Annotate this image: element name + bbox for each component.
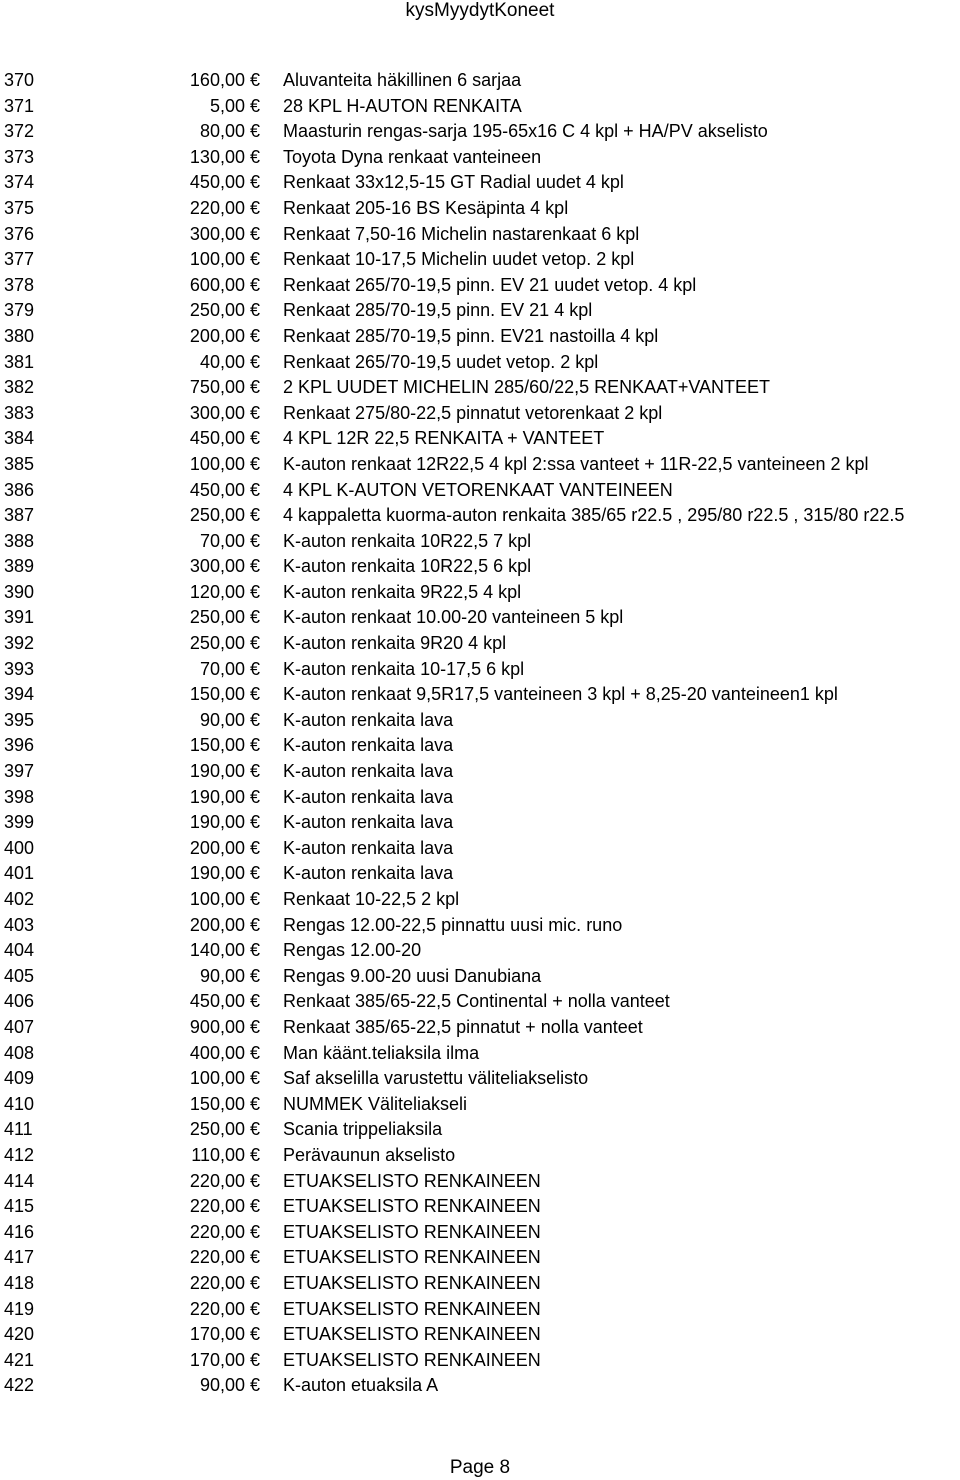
list-item bbox=[0, 94, 960, 120]
item-number: 395 bbox=[4, 709, 35, 730]
list-item bbox=[0, 1117, 960, 1143]
item-description: K-auton renkaita lava bbox=[283, 812, 454, 833]
list-item bbox=[0, 478, 960, 504]
item-price: 450,00 € bbox=[189, 991, 260, 1012]
list-item bbox=[0, 785, 960, 811]
item-number: 404 bbox=[4, 940, 35, 961]
list-item bbox=[0, 836, 960, 862]
item-description: Renkaat 385/65-22,5 Continental + nolla vanteet bbox=[283, 991, 670, 1012]
list-item bbox=[0, 1194, 960, 1220]
list-item bbox=[0, 1348, 960, 1374]
item-description: 28 KPL H-AUTON RENKAITA bbox=[283, 95, 522, 116]
list-item bbox=[0, 733, 960, 759]
list-item bbox=[0, 401, 960, 427]
item-number: 376 bbox=[4, 223, 35, 244]
item-number: 422 bbox=[4, 1375, 35, 1396]
item-price: 150,00 € bbox=[189, 1093, 260, 1114]
list-item bbox=[0, 529, 960, 555]
list-item bbox=[0, 989, 960, 1015]
item-price: 220,00 € bbox=[189, 1247, 260, 1268]
item-number: 409 bbox=[4, 1068, 35, 1089]
item-number: 399 bbox=[4, 812, 35, 833]
list-item bbox=[0, 273, 960, 299]
item-number: 390 bbox=[4, 581, 35, 602]
item-description: K-auton renkaita 9R20 4 kpl bbox=[283, 633, 507, 654]
item-number: 394 bbox=[4, 684, 35, 705]
item-price: 40,00 € bbox=[199, 351, 260, 372]
item-price: 190,00 € bbox=[189, 812, 260, 833]
item-number: 382 bbox=[4, 377, 35, 398]
item-price: 70,00 € bbox=[199, 658, 260, 679]
item-description: ETUAKSELISTO RENKAINEEN bbox=[283, 1196, 541, 1217]
item-price: 190,00 € bbox=[189, 863, 260, 884]
item-price: 450,00 € bbox=[189, 428, 260, 449]
list-item bbox=[0, 1373, 960, 1399]
item-price: 200,00 € bbox=[189, 914, 260, 935]
item-description: ETUAKSELISTO RENKAINEEN bbox=[283, 1272, 541, 1293]
list-item bbox=[0, 554, 960, 580]
page-footer bbox=[0, 1456, 960, 1480]
item-price: 80,00 € bbox=[199, 121, 260, 142]
item-number: 378 bbox=[4, 274, 35, 295]
item-description: ETUAKSELISTO RENKAINEEN bbox=[283, 1298, 541, 1319]
item-price: 5,00 € bbox=[209, 95, 260, 116]
item-number: 415 bbox=[4, 1196, 35, 1217]
item-description: Maasturin rengas-sarja 195-65x16 C 4 kpl + HA/PV akselisto bbox=[283, 121, 768, 142]
item-description: Renkaat 7,50-16 Michelin nastarenkaat 6 kpl bbox=[283, 223, 640, 244]
item-price: 300,00 € bbox=[189, 223, 260, 244]
item-number: 392 bbox=[4, 633, 35, 654]
item-price: 750,00 € bbox=[189, 377, 260, 398]
item-price: 100,00 € bbox=[189, 453, 260, 474]
item-description: K-auton renkaita 10-17,5 6 kpl bbox=[283, 658, 525, 679]
item-number: 421 bbox=[4, 1349, 35, 1370]
item-description: Saf akselilla varustettu väliteliakselisto bbox=[283, 1068, 589, 1089]
list-item bbox=[0, 708, 960, 734]
item-number: 417 bbox=[4, 1247, 35, 1268]
item-number: 414 bbox=[4, 1170, 35, 1191]
list-item bbox=[0, 1297, 960, 1323]
item-number: 370 bbox=[4, 70, 35, 90]
item-price: 600,00 € bbox=[189, 274, 260, 295]
item-price: 220,00 € bbox=[189, 1170, 260, 1191]
item-number: 416 bbox=[4, 1221, 35, 1242]
item-description: ETUAKSELISTO RENKAINEEN bbox=[283, 1349, 541, 1370]
item-description: K-auton renkaita lava bbox=[283, 786, 454, 807]
item-price: 90,00 € bbox=[199, 965, 260, 986]
list-item bbox=[0, 1271, 960, 1297]
item-number: 420 bbox=[4, 1324, 35, 1345]
page-header bbox=[0, 0, 960, 22]
item-description: Renkaat 265/70-19,5 pinn. EV 21 uudet vetop. 4 kpl bbox=[283, 274, 697, 295]
item-price: 300,00 € bbox=[189, 402, 260, 423]
list-item bbox=[0, 1245, 960, 1271]
item-description: K-auton renkaita lava bbox=[283, 761, 454, 782]
list-item bbox=[0, 1143, 960, 1169]
item-price: 130,00 € bbox=[189, 146, 260, 167]
list-item bbox=[0, 964, 960, 990]
item-number: 389 bbox=[4, 556, 35, 577]
list-item bbox=[0, 452, 960, 478]
item-price: 160,00 € bbox=[189, 70, 260, 90]
item-number: 405 bbox=[4, 965, 35, 986]
item-price: 90,00 € bbox=[199, 1375, 260, 1396]
item-description: K-auton renkaita 10R22,5 6 kpl bbox=[283, 556, 532, 577]
item-description: ETUAKSELISTO RENKAINEEN bbox=[283, 1324, 541, 1345]
item-description: K-auton renkaita lava bbox=[283, 863, 454, 884]
item-number: 402 bbox=[4, 889, 35, 909]
item-number: 411 bbox=[4, 1119, 33, 1140]
item-number: 398 bbox=[4, 786, 35, 807]
item-description: Rengas 12.00-22,5 pinnattu uusi mic. runo bbox=[283, 914, 623, 935]
list-item bbox=[0, 887, 960, 913]
item-description: K-auton renkaita lava bbox=[283, 837, 454, 858]
item-price: 900,00 € bbox=[189, 1016, 260, 1037]
list-item bbox=[0, 196, 960, 222]
item-number: 374 bbox=[4, 172, 35, 193]
item-description: K-auton renkaita lava bbox=[283, 735, 454, 756]
page-title: kysMyydytKoneet bbox=[405, 0, 555, 21]
item-description: Renkaat 275/80-22,5 pinnatut vetorenkaat 2 kpl bbox=[283, 402, 663, 423]
item-price: 170,00 € bbox=[189, 1349, 260, 1370]
item-price: 450,00 € bbox=[189, 172, 260, 193]
item-number: 372 bbox=[4, 121, 35, 142]
list-item bbox=[0, 1322, 960, 1348]
item-number: 388 bbox=[4, 530, 35, 551]
item-price: 100,00 € bbox=[189, 1068, 260, 1089]
item-number: 419 bbox=[4, 1298, 35, 1319]
item-description: K-auton renkaat 12R22,5 4 kpl 2:ssa vanteet + 11R-22,5 vanteineen 2 kpl bbox=[283, 453, 869, 474]
item-number: 410 bbox=[4, 1093, 35, 1114]
item-price: 190,00 € bbox=[189, 786, 260, 807]
list-item bbox=[0, 68, 960, 94]
page-number: Page 8 bbox=[449, 1457, 511, 1478]
item-number: 381 bbox=[4, 351, 35, 372]
item-price: 250,00 € bbox=[189, 300, 260, 321]
item-description: Renkaat 10-17,5 Michelin uudet vetop. 2 kpl bbox=[283, 249, 635, 270]
list-item bbox=[0, 375, 960, 401]
item-description: Renkaat 205-16 BS Kesäpinta 4 kpl bbox=[283, 197, 569, 218]
list-item bbox=[0, 1066, 960, 1092]
list-item bbox=[0, 682, 960, 708]
item-price: 250,00 € bbox=[189, 607, 260, 628]
item-price: 100,00 € bbox=[189, 249, 260, 270]
item-price: 220,00 € bbox=[189, 1196, 260, 1217]
list-item bbox=[0, 605, 960, 631]
list-item bbox=[0, 324, 960, 350]
item-description: 4 KPL K-AUTON VETORENKAAT VANTEINEEN bbox=[283, 479, 673, 500]
item-number: 401 bbox=[4, 863, 35, 884]
list-item bbox=[0, 222, 960, 248]
list-item bbox=[0, 1092, 960, 1118]
list-item bbox=[0, 1015, 960, 1041]
item-price: 90,00 € bbox=[199, 709, 260, 730]
item-number: 408 bbox=[4, 1042, 35, 1063]
item-price: 400,00 € bbox=[189, 1042, 260, 1063]
item-description: 2 KPL UUDET MICHELIN 285/60/22,5 RENKAAT+VANTEET bbox=[283, 377, 771, 398]
item-price: 300,00 € bbox=[189, 556, 260, 577]
item-number: 412 bbox=[4, 1144, 35, 1165]
item-description: Renkaat 265/70-19,5 uudet vetop. 2 kpl bbox=[283, 351, 599, 372]
item-number: 418 bbox=[4, 1272, 35, 1293]
item-number: 400 bbox=[4, 837, 35, 858]
item-description: Scania trippeliaksila bbox=[283, 1119, 443, 1140]
item-price: 190,00 € bbox=[189, 761, 260, 782]
item-description: Rengas 9.00-20 uusi Danubiana bbox=[283, 965, 542, 986]
item-number: 384 bbox=[4, 428, 35, 449]
item-number: 393 bbox=[4, 658, 35, 679]
item-description: 4 kappaletta kuorma-auton renkaita 385/65 r22.5 , 295/80 r22.5 , 315/80 r22.5 bbox=[283, 505, 905, 526]
item-list bbox=[0, 68, 960, 1399]
item-price: 220,00 € bbox=[189, 1272, 260, 1293]
item-number: 380 bbox=[4, 325, 35, 346]
list-item bbox=[0, 170, 960, 196]
item-description: K-auton etuaksila A bbox=[283, 1375, 439, 1396]
item-number: 397 bbox=[4, 761, 35, 782]
item-price: 150,00 € bbox=[189, 735, 260, 756]
item-price: 110,00 € bbox=[191, 1144, 260, 1165]
item-description: ETUAKSELISTO RENKAINEEN bbox=[283, 1221, 541, 1242]
item-price: 450,00 € bbox=[189, 479, 260, 500]
item-description: K-auton renkaita 9R22,5 4 kpl bbox=[283, 581, 522, 602]
list-item bbox=[0, 503, 960, 529]
item-description: Renkaat 385/65-22,5 pinnatut + nolla vanteet bbox=[283, 1016, 643, 1037]
item-description: Perävaunun akselisto bbox=[283, 1144, 456, 1165]
item-price: 120,00 € bbox=[189, 581, 260, 602]
item-price: 220,00 € bbox=[189, 1221, 260, 1242]
list-item bbox=[0, 1220, 960, 1246]
item-description: Aluvanteita häkillinen 6 sarjaa bbox=[283, 70, 522, 90]
item-description: Rengas 12.00-20 bbox=[283, 940, 422, 961]
item-number: 387 bbox=[4, 505, 35, 526]
item-number: 375 bbox=[4, 197, 35, 218]
list-item bbox=[0, 759, 960, 785]
list-item bbox=[0, 810, 960, 836]
item-number: 396 bbox=[4, 735, 35, 756]
list-item bbox=[0, 1041, 960, 1067]
item-price: 170,00 € bbox=[189, 1324, 260, 1345]
item-number: 377 bbox=[4, 249, 35, 270]
item-number: 403 bbox=[4, 914, 35, 935]
item-number: 383 bbox=[4, 402, 35, 423]
item-number: 371 bbox=[4, 95, 35, 116]
item-description: Renkaat 285/70-19,5 pinn. EV 21 4 kpl bbox=[283, 300, 593, 321]
item-number: 373 bbox=[4, 146, 35, 167]
item-description: NUMMEK Väliteliakseli bbox=[283, 1093, 468, 1114]
list-item bbox=[0, 247, 960, 273]
item-description: ETUAKSELISTO RENKAINEEN bbox=[283, 1170, 541, 1191]
item-description: K-auton renkaita 10R22,5 7 kpl bbox=[283, 530, 532, 551]
item-description: ETUAKSELISTO RENKAINEEN bbox=[283, 1247, 541, 1268]
item-number: 391 bbox=[4, 607, 35, 628]
item-number: 407 bbox=[4, 1016, 35, 1037]
item-price: 250,00 € bbox=[189, 505, 260, 526]
list-item bbox=[0, 426, 960, 452]
item-description: Renkaat 285/70-19,5 pinn. EV21 nastoilla 4 kpl bbox=[283, 325, 659, 346]
list-item bbox=[0, 861, 960, 887]
list-item bbox=[0, 631, 960, 657]
item-description: K-auton renkaat 10.00-20 vanteineen 5 kpl bbox=[283, 607, 624, 628]
list-item bbox=[0, 913, 960, 939]
item-price: 250,00 € bbox=[189, 633, 260, 654]
list-item bbox=[0, 145, 960, 171]
item-price: 220,00 € bbox=[189, 1298, 260, 1319]
item-number: 385 bbox=[4, 453, 35, 474]
item-price: 250,00 € bbox=[189, 1119, 260, 1140]
item-number: 406 bbox=[4, 991, 35, 1012]
item-price: 70,00 € bbox=[199, 530, 260, 551]
item-price: 200,00 € bbox=[189, 837, 260, 858]
item-description: K-auton renkaita lava bbox=[283, 709, 454, 730]
list-item bbox=[0, 580, 960, 606]
item-number: 379 bbox=[4, 300, 35, 321]
item-description: 4 KPL 12R 22,5 RENKAITA + VANTEET bbox=[283, 428, 605, 449]
item-description: Renkaat 33x12,5-15 GT Radial uudet 4 kpl bbox=[283, 172, 624, 193]
list-item bbox=[0, 657, 960, 683]
item-description: Man käänt.teliaksila ilma bbox=[283, 1042, 480, 1063]
list-item bbox=[0, 350, 960, 376]
item-price: 100,00 € bbox=[189, 889, 260, 909]
item-number: 386 bbox=[4, 479, 35, 500]
list-item bbox=[0, 119, 960, 145]
list-item bbox=[0, 298, 960, 324]
item-price: 140,00 € bbox=[189, 940, 260, 961]
item-description: Toyota Dyna renkaat vanteineen bbox=[283, 146, 542, 167]
item-price: 220,00 € bbox=[189, 197, 260, 218]
list-item bbox=[0, 938, 960, 964]
list-item bbox=[0, 1169, 960, 1195]
item-description: Renkaat 10-22,5 2 kpl bbox=[283, 889, 460, 909]
item-price: 150,00 € bbox=[189, 684, 260, 705]
item-description: K-auton renkaat 9,5R17,5 vanteineen 3 kpl + 8,25-20 vanteineen1 kpl bbox=[283, 684, 838, 705]
item-price: 200,00 € bbox=[189, 325, 260, 346]
